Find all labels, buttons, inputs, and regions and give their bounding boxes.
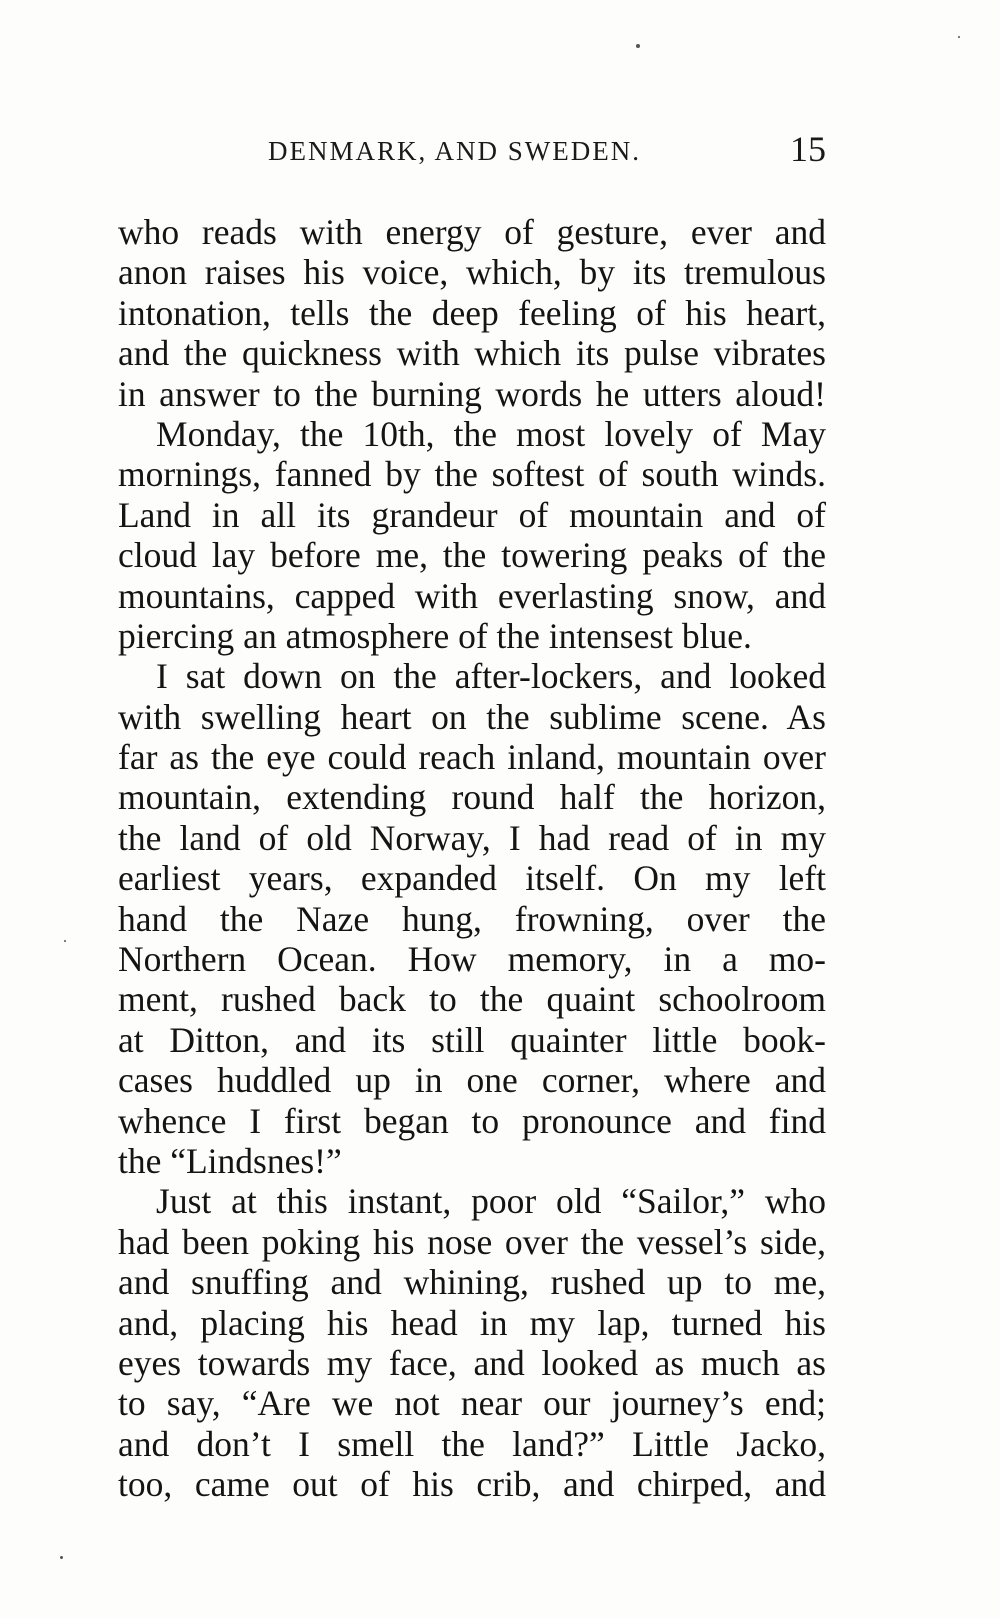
text-line: and the quickness with which its pulse vibrates <box>118 333 826 374</box>
text-line: had been poking his nose over the vessel’s side, <box>118 1221 826 1262</box>
text-line: cases huddled up in one corner, where and <box>118 1060 826 1101</box>
text-line: in answer to the burning words he utters aloud! <box>118 373 826 414</box>
text-line: Just at this instant, poor old “Sailor,” who <box>156 1181 826 1222</box>
text-line: at Ditton, and its still quainter little book- <box>118 1019 826 1060</box>
paragraph-2 <box>118 414 826 656</box>
paragraph-3 <box>118 656 826 1181</box>
running-head: DENMARK, AND SWEDEN. <box>268 136 641 166</box>
text-line: mountain, extending round half the horizon, <box>118 777 826 818</box>
text-line: with swelling heart on the sublime scene. As <box>118 696 826 737</box>
text-line: mornings, fanned by the softest of south winds. <box>118 454 826 495</box>
text-line: and, placing his head in my lap, turned his <box>118 1302 826 1343</box>
ink-speck <box>958 36 960 38</box>
text-line: I sat down on the after-lockers, and looked <box>156 656 826 697</box>
body-text <box>118 212 826 1505</box>
text-line: hand the Naze hung, frowning, over the <box>118 898 826 939</box>
text-line: and don’t I smell the land?” Little Jacko, <box>118 1423 826 1464</box>
text-line: anon raises his voice, which, by its tremulous <box>118 252 826 293</box>
text-line: piercing an atmosphere of the intensest blue. <box>118 615 752 656</box>
text-line: the “Lindsnes!” <box>118 1140 342 1181</box>
text-line: Monday, the 10th, the most lovely of May <box>156 413 826 454</box>
paragraph-1 <box>118 212 826 414</box>
text-line: to say, “Are we not near our journey’s end; <box>118 1383 826 1424</box>
text-line: eyes towards my face, and looked as much as <box>118 1342 826 1383</box>
text-line: whence I first began to pronounce and find <box>118 1100 826 1141</box>
page-number: 15 <box>790 129 826 169</box>
text-line: earliest years, expanded itself. On my left <box>118 858 826 899</box>
ink-speck <box>60 1556 63 1559</box>
text-line: intonation, tells the deep feeling of his heart, <box>118 292 826 333</box>
text-line: far as the eye could reach inland, mountain over <box>118 737 826 778</box>
text-line: too, came out of his crib, and chirped, and <box>118 1464 826 1505</box>
page-header <box>118 128 826 172</box>
ink-speck <box>64 940 66 942</box>
text-line: ment, rushed back to the quaint schoolroom <box>118 979 826 1020</box>
text-line: who reads with energy of gesture, ever and <box>118 212 826 252</box>
paragraph-4 <box>118 1181 826 1504</box>
text-line: the land of old Norway, I had read of in my <box>118 817 826 858</box>
text-line: Land in all its grandeur of mountain and of <box>118 494 826 535</box>
ink-speck <box>636 44 640 48</box>
text-line: Northern Ocean. How memory, in a mo- <box>118 939 826 980</box>
text-line: and snuffing and whining, rushed up to me, <box>118 1262 826 1303</box>
text-line: cloud lay before me, the towering peaks of the <box>118 535 826 576</box>
text-line: mountains, capped with everlasting snow, and <box>118 575 826 616</box>
